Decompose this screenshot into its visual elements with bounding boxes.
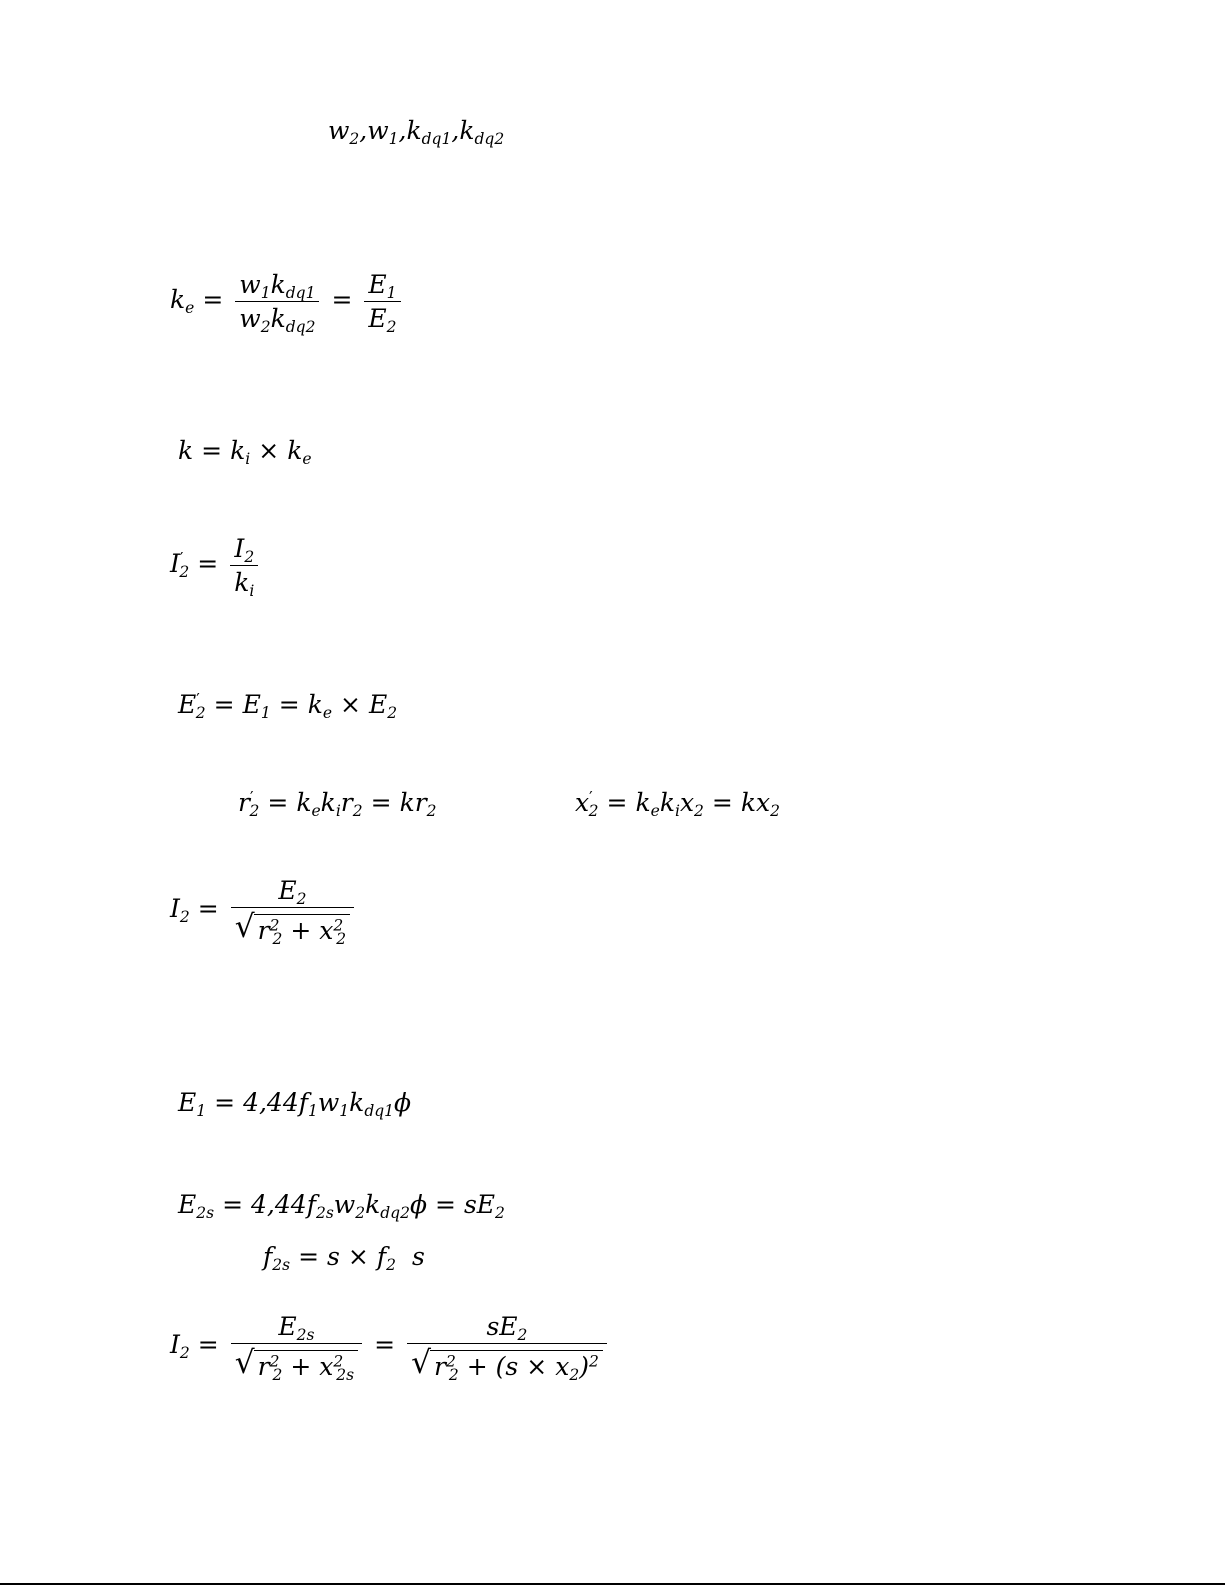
referred-resistance-equation: $r'_2 = k_ek_ir_2 = kr_2$ — [238, 788, 437, 820]
voltage-ratio-equation: $k_e$ = $\frac{w_1k_{dq1}}{w_2k_{dq2}}$ = $\frac{E_1}{E_2}$ — [170, 272, 405, 331]
square-root-radical: √ $r^2_2 + x^2_2$ — [235, 912, 350, 943]
referred-emf-equation: $E'_2 = E_1 = k_e \times E_2$ — [178, 690, 398, 722]
slip-emf-fraction: $sE_2$ √ $r^2_2 + (s \times x_2)^2$ — [407, 1314, 607, 1379]
stator-emf-equation: $E_1 = 4,44f_1w_1k_{dq1}\phi$ — [178, 1088, 412, 1120]
rotor-frequency-equation: $f_{2s} = s \times f_2$ s — [263, 1242, 425, 1274]
referred-reactance-equation: $x'_2 = k_ek_ix_2 = kx_2$ — [575, 788, 781, 820]
rotor-current-equation: $I_2$ = $E_2$ √ $r^2_2 + x^2_2$ — [170, 878, 358, 943]
square-root-radical: √ $r^2_2 + x^2_{2s}$ — [235, 1348, 358, 1379]
winding-parameters-list: $w_2,w_1,k_{dq1},k_{dq2}$ — [328, 116, 505, 148]
referred-current-equation: $I'_2$ = $\frac{I_2}{k_i}$ — [170, 536, 262, 595]
winding-ratio-fraction: $\frac{w_1k_{dq1}}{w_2k_{dq2}}$ — [235, 272, 319, 331]
rotor-emf-equation: $E_{2s} = 4,44f_{2s}w_2k_{dq2}\phi = sE_2$ — [178, 1190, 505, 1222]
slip-rotor-current-equation: $I_2$ = $E_{2s}$ √ $r^2_2 + x^2_{2s}$ = $sE_2$ √ $r^2_2 + (s \times x_2)^2$ — [170, 1314, 611, 1379]
total-ratio-equation: $k = k_i \times k_e$ — [178, 436, 312, 468]
emf-ratio-fraction: $\frac{E_1}{E_2}$ — [364, 272, 400, 331]
current-fraction: $\frac{I_2}{k_i}$ — [230, 536, 258, 595]
square-root-radical: √ $r^2_2 + (s \times x_2)^2$ — [411, 1348, 603, 1379]
impedance-fraction: $E_2$ √ $r^2_2 + x^2_2$ — [231, 878, 354, 943]
slip-impedance-fraction: $E_{2s}$ √ $r^2_2 + x^2_{2s}$ — [231, 1314, 362, 1379]
